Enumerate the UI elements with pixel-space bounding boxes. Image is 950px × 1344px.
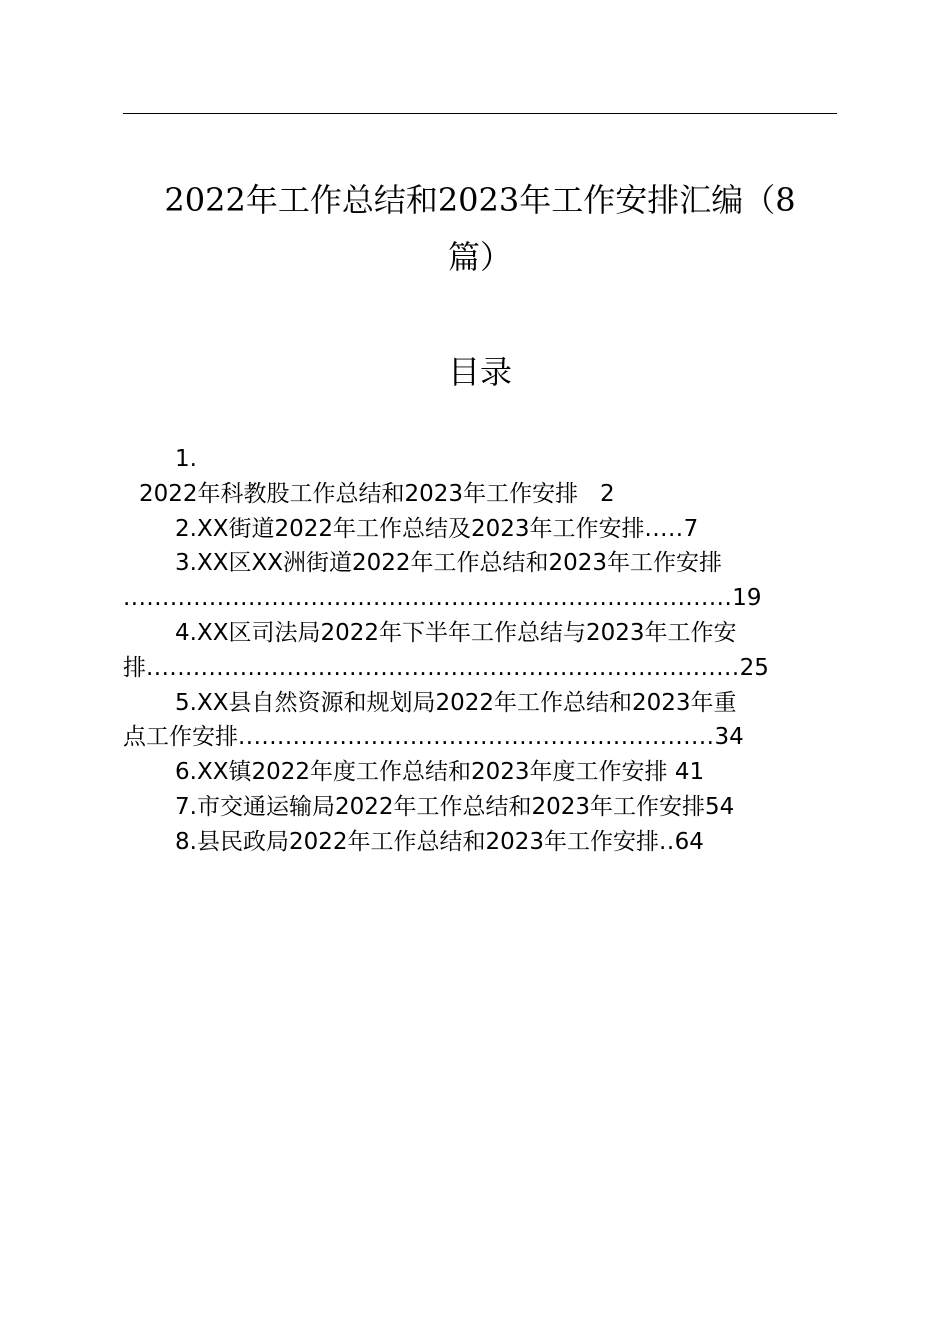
toc-entry-1-title: 2022年科教股工作总结和2023年工作安排 <box>139 480 579 507</box>
toc-entry-3-page: 19 <box>732 585 762 612</box>
toc-entry-6-page: 41 <box>674 759 705 786</box>
toc-entry-6[interactable] <box>123 755 837 790</box>
toc-entry-4-title-cont: 排 <box>123 654 146 681</box>
toc-entry-7-page: 54 <box>705 793 735 820</box>
toc-entry-1[interactable] <box>123 442 837 512</box>
toc-entry-4-page: 25 <box>739 654 769 681</box>
toc-entry-1-page: 2 <box>600 480 615 507</box>
table-of-contents <box>123 442 837 860</box>
toc-entry-3-title: 3.XX区XX洲街道2022年工作总结和2023年工作安排 <box>175 550 723 577</box>
toc-entry-2-page: 7 <box>683 515 699 542</box>
toc-entry-6-title: 6.XX镇2022年度工作总结和2023年度工作安排 <box>175 759 668 786</box>
toc-entry-5[interactable] <box>123 686 837 756</box>
toc-entry-1-number: 1. <box>175 446 197 472</box>
toc-entry-5-line-2 <box>123 720 837 755</box>
toc-entry-8-line <box>123 825 837 860</box>
toc-entry-4-title: 4.XX区司法局2022年下半年工作总结与2023年工作安 <box>175 619 737 646</box>
toc-entry-3[interactable] <box>123 546 837 616</box>
toc-entry-5-page: 34 <box>714 724 744 751</box>
toc-entry-7-line <box>123 790 837 825</box>
document-title-line-2: 篇） <box>447 238 512 276</box>
toc-entry-2-leader: ..... <box>644 515 684 542</box>
header-rule <box>123 113 837 114</box>
toc-entry-3-line-2 <box>123 581 837 616</box>
toc-entry-6-line <box>123 755 837 790</box>
toc-entry-5-title: 5.XX县自然资源和规划局2022年工作总结和2023年重 <box>175 689 737 716</box>
toc-entry-2-title: 2.XX街道2022年工作总结及2023年工作安排 <box>175 515 645 542</box>
document-title <box>123 172 837 286</box>
toc-entry-4-line-2 <box>123 651 837 686</box>
toc-entry-1-line-2 <box>123 477 837 512</box>
toc-entry-4[interactable] <box>123 616 837 686</box>
toc-entry-7[interactable] <box>123 790 837 825</box>
toc-entry-2-line <box>123 512 837 547</box>
toc-entry-5-title-cont: 点工作安排 <box>123 724 238 751</box>
toc-entry-5-leader: ............................................................. <box>238 724 715 751</box>
toc-entry-8[interactable] <box>123 825 837 860</box>
toc-entry-3-leader: .............................................................................. <box>123 585 733 612</box>
toc-entry-2[interactable] <box>123 512 837 547</box>
toc-entry-4-leader: ............................................................................ <box>146 654 740 681</box>
toc-entry-8-title: 8.县民政局2022年工作总结和2023年工作安排 <box>175 828 660 855</box>
document-title-line-1: 2022年工作总结和2023年工作安排汇编（8 <box>164 181 796 219</box>
toc-entry-7-title: 7.市交通运输局2022年工作总结和2023年工作安排 <box>175 793 706 820</box>
toc-heading: 目录 <box>447 353 512 391</box>
toc-entry-8-leader: .. <box>659 828 675 855</box>
toc-entry-8-page: 64 <box>674 828 704 855</box>
